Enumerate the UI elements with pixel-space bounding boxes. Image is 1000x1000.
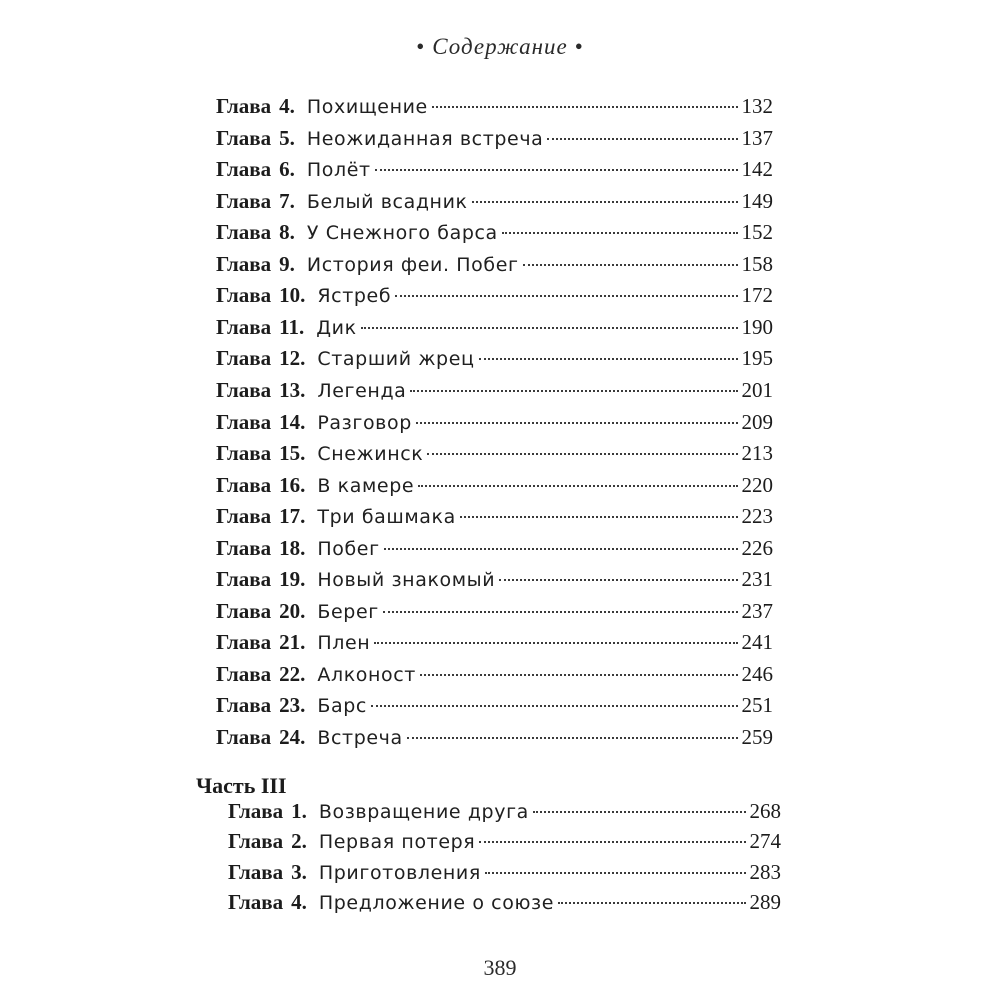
toc-entry bbox=[216, 218, 773, 246]
chapter-title: Легенда bbox=[317, 379, 407, 402]
dot-leader bbox=[395, 295, 737, 297]
chapter-page: 158 bbox=[741, 251, 773, 276]
chapter-number: 23. bbox=[279, 693, 306, 718]
chapter-page: 289 bbox=[749, 889, 781, 914]
dot-leader bbox=[375, 169, 738, 171]
dot-leader bbox=[407, 737, 738, 739]
chapter-title: Дик bbox=[316, 316, 357, 339]
toc-entry bbox=[216, 250, 773, 278]
chapter-label: Глава bbox=[216, 630, 272, 655]
dot-leader bbox=[499, 579, 737, 581]
chapter-title: Похищение bbox=[306, 96, 428, 118]
chapter-title: Алконост bbox=[317, 663, 416, 686]
chapter-page: 201 bbox=[741, 377, 773, 402]
chapter-page: 223 bbox=[741, 504, 773, 529]
chapter-title: В камере bbox=[317, 474, 415, 497]
toc-entry bbox=[216, 124, 773, 152]
dot-leader bbox=[416, 422, 738, 424]
toc-entry bbox=[216, 313, 773, 341]
chapter-label: Глава bbox=[216, 251, 272, 276]
chapter-number: 5. bbox=[279, 125, 295, 150]
chapter-page: 190 bbox=[741, 314, 773, 339]
chapter-label: Глава bbox=[216, 283, 272, 308]
chapter-page: 274 bbox=[749, 829, 781, 854]
chapter-label: Глава bbox=[216, 125, 272, 150]
chapter-number: 2. bbox=[291, 829, 307, 854]
toc-entry bbox=[216, 439, 773, 467]
dot-leader bbox=[502, 232, 738, 234]
chapter-title: Приготовления bbox=[318, 861, 481, 884]
toc-entry bbox=[216, 565, 773, 593]
chapter-label: Глава bbox=[216, 472, 272, 497]
toc-entry bbox=[216, 723, 773, 751]
header-dot-left: • bbox=[416, 34, 426, 59]
dot-leader bbox=[432, 106, 738, 108]
chapter-label: Глава bbox=[216, 725, 272, 749]
chapter-title: Неожиданная встреча bbox=[306, 127, 544, 150]
chapter-page: 172 bbox=[741, 283, 773, 308]
toc-entry bbox=[216, 408, 773, 436]
chapter-page: 149 bbox=[741, 188, 773, 213]
header-dot-right: • bbox=[574, 34, 584, 59]
dot-leader bbox=[533, 811, 746, 813]
chapter-number: 10. bbox=[279, 283, 306, 308]
toc-entry bbox=[216, 534, 773, 562]
chapter-title: Белый всадник bbox=[306, 190, 468, 213]
chapter-title: У Снежного барса bbox=[306, 222, 498, 245]
chapter-number: 22. bbox=[279, 661, 306, 686]
chapter-title: Новый знакомый bbox=[317, 569, 496, 592]
dot-leader bbox=[427, 453, 737, 455]
chapter-number: 13. bbox=[279, 377, 306, 402]
chapter-page: 152 bbox=[741, 220, 773, 245]
page-number: 389 bbox=[483, 955, 517, 980]
chapter-number: 1. bbox=[291, 799, 307, 823]
chapter-number: 11. bbox=[279, 314, 305, 339]
toc-entry bbox=[228, 858, 781, 886]
chapter-page: 142 bbox=[741, 157, 773, 182]
chapter-page: 209 bbox=[741, 409, 773, 434]
chapter-title: Предложение о союзе bbox=[318, 891, 555, 914]
chapter-page: 268 bbox=[749, 799, 781, 823]
toc-entry bbox=[228, 797, 781, 825]
chapter-label: Глава bbox=[228, 889, 284, 914]
chapter-number: 24. bbox=[279, 725, 306, 749]
chapter-label: Глава bbox=[216, 157, 272, 182]
chapter-number: 4. bbox=[279, 94, 295, 118]
chapter-label: Глава bbox=[228, 829, 284, 854]
chapter-number: 19. bbox=[279, 567, 306, 592]
dot-leader bbox=[523, 264, 738, 266]
chapter-page: 259 bbox=[741, 725, 773, 749]
dot-leader bbox=[460, 516, 738, 518]
toc-entry bbox=[216, 660, 773, 688]
chapter-number: 9. bbox=[279, 251, 295, 276]
toc-entry bbox=[228, 827, 781, 855]
chapter-number: 14. bbox=[279, 409, 306, 434]
chapter-label: Глава bbox=[216, 661, 272, 686]
dot-leader bbox=[420, 674, 738, 676]
chapter-page: 283 bbox=[749, 859, 781, 884]
chapter-title: Первая потеря bbox=[318, 831, 476, 854]
chapter-page: 231 bbox=[741, 567, 773, 592]
dot-leader bbox=[418, 485, 737, 487]
chapter-label: Глава bbox=[216, 693, 272, 718]
chapter-title: Разговор bbox=[317, 411, 412, 434]
chapter-label: Глава bbox=[228, 859, 284, 884]
chapter-number: 12. bbox=[279, 346, 306, 371]
chapter-number: 6. bbox=[279, 157, 295, 182]
chapter-label: Глава bbox=[228, 799, 284, 823]
dot-leader bbox=[547, 138, 737, 140]
chapter-number: 8. bbox=[279, 220, 295, 245]
chapter-label: Глава bbox=[216, 409, 272, 434]
chapter-label: Глава bbox=[216, 377, 272, 402]
toc-entry bbox=[216, 344, 773, 372]
chapter-number: 16. bbox=[279, 472, 306, 497]
chapter-title: Три башмака bbox=[317, 506, 456, 529]
dot-leader bbox=[410, 390, 737, 392]
dot-leader bbox=[383, 611, 738, 613]
chapter-label: Глава bbox=[216, 346, 272, 371]
toc-entry bbox=[216, 691, 773, 719]
chapter-label: Глава bbox=[216, 535, 272, 560]
toc-entry bbox=[216, 628, 773, 656]
toc-entry bbox=[216, 471, 773, 499]
chapter-page: 195 bbox=[741, 346, 773, 371]
chapter-label: Глава bbox=[216, 567, 272, 592]
chapter-page: 213 bbox=[741, 441, 773, 466]
chapter-number: 3. bbox=[291, 859, 307, 884]
dot-leader bbox=[361, 327, 738, 329]
dot-leader bbox=[558, 902, 745, 904]
dot-leader bbox=[384, 548, 738, 550]
chapter-label: Глава bbox=[216, 94, 272, 118]
dot-leader bbox=[479, 841, 745, 843]
chapter-page: 220 bbox=[741, 472, 773, 497]
dot-leader bbox=[374, 642, 737, 644]
chapter-number: 20. bbox=[279, 598, 306, 623]
chapter-number: 4. bbox=[291, 889, 307, 914]
chapter-title: Старший жрец bbox=[317, 348, 475, 371]
page-header bbox=[0, 34, 1000, 60]
chapter-title: Побег bbox=[317, 537, 380, 560]
chapter-title: Ястреб bbox=[317, 285, 392, 308]
chapter-page: 241 bbox=[741, 630, 773, 655]
dot-leader bbox=[479, 358, 738, 360]
dot-leader bbox=[472, 201, 738, 203]
chapter-number: 17. bbox=[279, 504, 306, 529]
toc-entry bbox=[228, 888, 781, 916]
dot-leader bbox=[485, 872, 746, 874]
chapter-title: Встреча bbox=[317, 727, 403, 749]
chapter-label: Глава bbox=[216, 220, 272, 245]
toc-entry bbox=[216, 502, 773, 530]
chapter-page: 137 bbox=[741, 125, 773, 150]
chapter-title: Полёт bbox=[306, 159, 371, 182]
part-three-heading: Часть III bbox=[196, 773, 287, 798]
chapter-page: 237 bbox=[741, 598, 773, 623]
toc-entry bbox=[216, 376, 773, 404]
toc-entry bbox=[216, 281, 773, 309]
chapter-label: Глава bbox=[216, 188, 272, 213]
chapter-label: Глава bbox=[216, 504, 272, 529]
chapter-page: 246 bbox=[741, 661, 773, 686]
dot-leader bbox=[371, 705, 738, 707]
toc-entry bbox=[216, 155, 773, 183]
contents-heading: Содержание bbox=[432, 34, 568, 59]
chapter-title: Возвращение друга bbox=[318, 801, 529, 823]
chapter-page: 251 bbox=[741, 693, 773, 718]
chapter-page: 132 bbox=[741, 94, 773, 118]
chapter-label: Глава bbox=[216, 441, 272, 466]
chapter-label: Глава bbox=[216, 314, 272, 339]
toc-entry bbox=[216, 187, 773, 215]
chapter-title: Плен bbox=[317, 632, 371, 655]
chapter-label: Глава bbox=[216, 598, 272, 623]
toc-entry bbox=[216, 92, 773, 120]
chapter-title: Берег bbox=[317, 600, 379, 623]
chapter-number: 21. bbox=[279, 630, 306, 655]
chapter-number: 7. bbox=[279, 188, 295, 213]
toc-entry bbox=[216, 597, 773, 625]
chapter-number: 15. bbox=[279, 441, 306, 466]
chapter-title: Снежинск bbox=[317, 443, 424, 466]
chapter-title: История феи. Побег bbox=[306, 253, 519, 276]
chapter-page: 226 bbox=[741, 535, 773, 560]
chapter-number: 18. bbox=[279, 535, 306, 560]
chapter-title: Барс bbox=[317, 695, 367, 718]
